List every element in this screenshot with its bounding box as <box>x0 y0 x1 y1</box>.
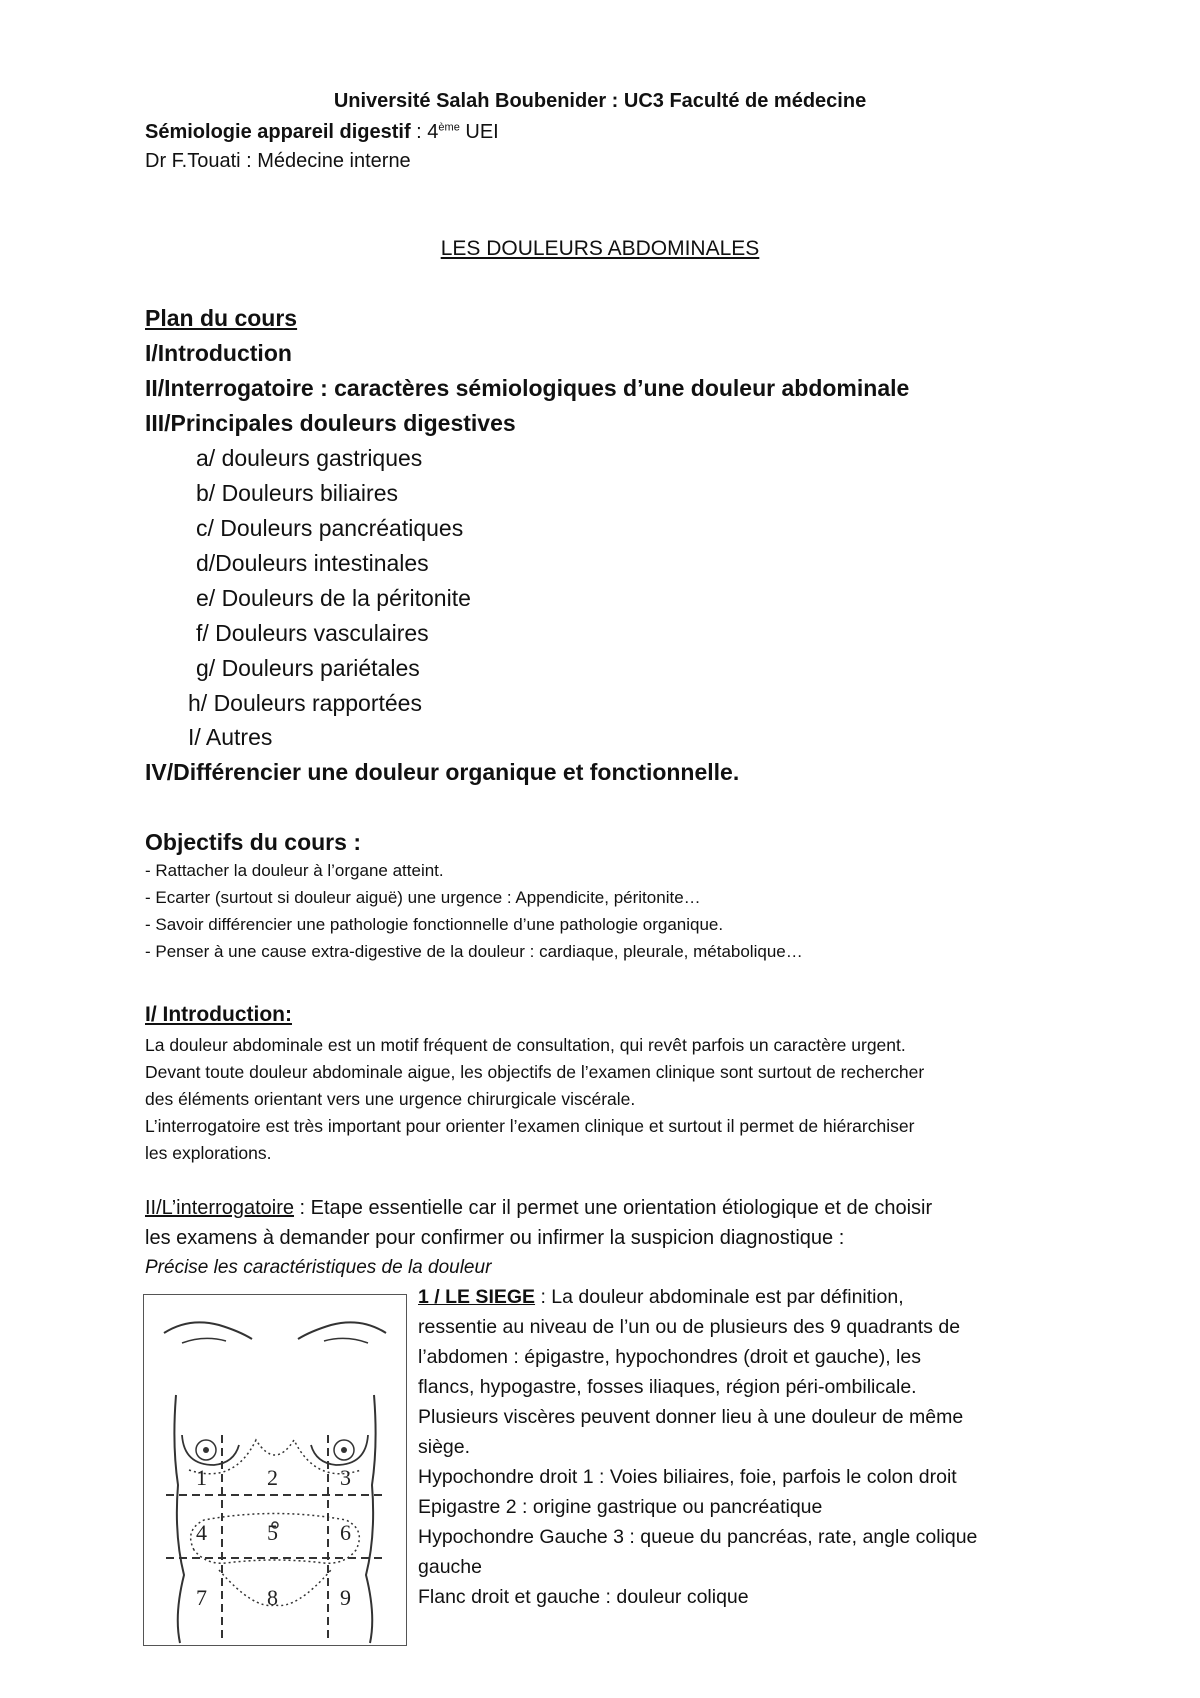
plan-item: II/Interrogatoire : caractères sémiologiques d’une douleur abdominale <box>145 375 910 401</box>
collar-left <box>182 1338 226 1343</box>
interrogatoire-line-1 <box>145 1197 932 1220</box>
course-line <box>145 121 499 144</box>
siege-line: Epigastre 2 : origine gastrique ou pancréatique <box>418 1496 823 1518</box>
plan-item: IV/Différencier une douleur organique et fonctionnelle. <box>145 759 740 785</box>
torso-left-side <box>174 1395 184 1643</box>
objective-item: - Rattacher la douleur à l’organe atteint. <box>145 861 444 880</box>
quadrant-label: 2 <box>267 1465 278 1490</box>
university-line: Université Salah Boubenider : UC3 Faculté de médecine <box>333 90 867 112</box>
siege-heading: 1 / LE SIEGE <box>418 1286 536 1308</box>
plan-subitem: f/ Douleurs vasculaires <box>196 620 429 646</box>
introduction-line: L’interrogatoire est très important pour orienter l’examen clinique et surtout il permet de hiérarchiser <box>145 1116 915 1136</box>
plan-subitem: a/ douleurs gastriques <box>196 445 423 471</box>
plan-subitem: c/ Douleurs pancréatiques <box>196 515 464 541</box>
abdomen-quadrant-figure <box>143 1294 407 1646</box>
nipple-left-center <box>203 1447 209 1453</box>
introduction-line: des éléments orientant vers une urgence chirurgicale viscérale. <box>145 1089 636 1109</box>
siege-line: Flanc droit et gauche : douleur colique <box>418 1586 749 1608</box>
objectives-heading: Objectifs du cours : <box>145 829 361 855</box>
siege-line: Plusieurs viscères peuvent donner lieu à une douleur de même <box>418 1406 964 1428</box>
siege-line: Hypochondre droit 1 : Voies biliaires, foie, parfois le colon droit <box>418 1466 957 1488</box>
objective-item: - Penser à une cause extra-digestive de la douleur : cardiaque, pleurale, métabolique… <box>145 942 803 961</box>
introduction-heading: I/ Introduction: <box>145 1003 292 1026</box>
quadrant-label: 4 <box>196 1520 207 1545</box>
doctor-line: Dr F.Touati : Médecine interne <box>145 150 411 172</box>
clavicle-right <box>298 1322 386 1339</box>
course-colon: : 4 <box>410 121 439 143</box>
quadrant-label: 1 <box>196 1465 207 1490</box>
plan-item: I/Introduction <box>145 340 292 366</box>
plan-subitem: d/Douleurs intestinales <box>196 550 429 576</box>
course-sup: ème <box>438 121 460 134</box>
quadrant-label: 8 <box>267 1585 278 1610</box>
introduction-line: Devant toute douleur abdominale aigue, les objectifs de l’examen clinique sont surtout de rechercher <box>145 1062 925 1082</box>
course-suffix: UEI <box>459 121 499 143</box>
siege-line: Hypochondre Gauche 3 : queue du pancréas, rate, angle colique <box>418 1526 978 1548</box>
siege-intro: : La douleur abdominale est par définition, <box>535 1286 904 1308</box>
plan-heading: Plan du cours <box>145 305 298 331</box>
clavicle-left <box>164 1322 252 1339</box>
plan-subitem: e/ Douleurs de la péritonite <box>196 585 471 611</box>
plan-subitem: I/ Autres <box>188 724 273 750</box>
nipple-right-center <box>341 1447 347 1453</box>
breast-left <box>182 1435 239 1465</box>
quadrant-label: 9 <box>340 1585 351 1610</box>
siege-line: siège. <box>418 1436 471 1458</box>
plan-subitem: g/ Douleurs pariétales <box>196 655 420 681</box>
quadrant-label: 6 <box>340 1520 351 1545</box>
breast-right <box>311 1435 368 1465</box>
siege-line: gauche <box>418 1556 482 1578</box>
abdomen-diagram <box>144 1295 406 1645</box>
objective-item: - Ecarter (surtout si douleur aiguë) une urgence : Appendicite, péritonite… <box>145 888 701 907</box>
collar-right <box>324 1338 368 1343</box>
course-prefix: Sémiologie appareil digestif <box>145 121 411 143</box>
siege-line-1 <box>418 1286 904 1309</box>
quadrant-label: 3 <box>340 1465 351 1490</box>
torso-right-side <box>366 1395 376 1643</box>
interrogatoire-text: : Etape essentielle car il permet une orientation étiologique et de choisir <box>293 1197 933 1219</box>
quadrant-label: 5 <box>267 1520 278 1545</box>
plan-subitem: h/ Douleurs rapportées <box>188 690 422 716</box>
siege-line: flancs, hypogastre, fosses iliaques, région péri-ombilicale. <box>418 1376 917 1398</box>
interrogatoire-subheading: Précise les caractéristiques de la douleur <box>145 1257 492 1278</box>
objective-item: - Savoir différencier une pathologie fonctionnelle d’une pathologie organique. <box>145 915 724 934</box>
interrogatoire-line-2: les examens à demander pour confirmer ou infirmer la suspicion diagnostique : <box>145 1227 845 1249</box>
introduction-line: La douleur abdominale est un motif fréquent de consultation, qui revêt parfois un caractère urgent. <box>145 1035 906 1055</box>
siege-line: l’abdomen : épigastre, hypochondres (droit et gauche), les <box>418 1346 921 1368</box>
plan-item: III/Principales douleurs digestives <box>145 410 516 436</box>
plan-subitem: b/ Douleurs biliaires <box>196 480 398 506</box>
siege-line: ressentie au niveau de l’un ou de plusieurs des 9 quadrants de <box>418 1316 961 1338</box>
page-title: LES DOULEURS ABDOMINALES <box>440 237 760 260</box>
introduction-line: les explorations. <box>145 1143 272 1163</box>
interrogatoire-heading: II/L’interrogatoire <box>145 1197 294 1219</box>
quadrant-label: 7 <box>196 1585 207 1610</box>
